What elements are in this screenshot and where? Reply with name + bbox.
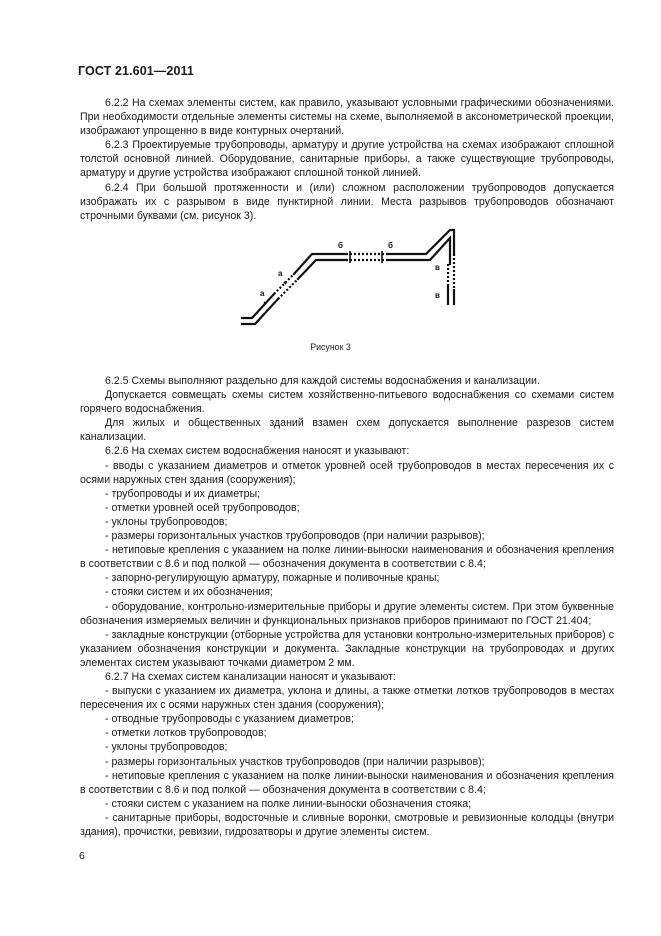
paragraph: 6.2.2 На схемах элементы систем, как правило, указывают условными графическими обозначениями. При необходимости отдельные элементы системы на схеме, выполняемой в аксонометрической проекции, изображают упрощенно в виде контурных очертаний. (80, 97, 614, 138)
list-item: - закладные конструкции (отборные устройства для установки контрольно-измерительных приборов) с указанием обозначения конструкции и документа. Закладные конструкции на трубопроводах и других элементах систем указывают точками диаметром 2 мм. (80, 628, 614, 669)
list-item: - размеры горизонтальных участков трубопроводов (при наличии разрывов); (105, 530, 485, 543)
document-header: ГОСТ 21.601—2011 (78, 64, 194, 78)
pipe-line-inner (242, 299, 278, 324)
list-item: - выпуски с указанием их диаметра, уклона и длины, а также отметки лотков трубопроводов в местах пересечения их с осями наружных стен здания (сооружения); (80, 685, 614, 712)
label-break-v: в (435, 263, 440, 272)
list-item: - стояки систем с указанием на полке линии-выноски обозначения стояка; (105, 797, 472, 810)
pipe-line-inner (388, 238, 450, 264)
label-break-a: а (278, 269, 283, 278)
pipe-line-outer (242, 294, 274, 318)
list-item: - отводные трубопроводы с указанием диаметров; (105, 713, 354, 726)
paragraph: 6.2.4 При большой протяженности и (или) сложном расположении трубопроводов допускается изображать их с разрывом в виде пунктирной линии. Места разрывов трубопроводов обозначают строчными буквами (см. рисунок 3). (80, 181, 614, 222)
paragraph: 6.2.5 Схемы выполняют раздельно для каждой системы водоснабжения и канализации. (105, 375, 540, 387)
figure-3-pipe-diagram (230, 224, 470, 334)
text-block-lower (80, 374, 614, 839)
paragraph: 6.2.6 На схемах систем водоснабжения наносят и указывают: (105, 445, 410, 458)
pipe-line-outer (294, 254, 346, 274)
pipe-break-dashed (274, 274, 294, 294)
paragraph: 6.2.7 На схемах систем канализации наносят и указывают: (105, 670, 396, 683)
label-break-b: б (388, 241, 393, 250)
list-item: - стояки систем и их обозначения; (105, 586, 273, 599)
list-item: - санитарные приборы, водосточные и сливные воронки, смотровые и ревизионные колодцы (внутри здания), прочистки, ревизии, гидрозатворы и другие элементы систем. (80, 811, 614, 838)
figure-caption: Рисунок 3 (310, 342, 351, 352)
list-item: - размеры горизонтальных участков трубопроводов (при наличии разрывов); (105, 755, 485, 768)
paragraph: Для жилых и общественных зданий взамен схем допускается выполнение разрезов систем канализации. (80, 417, 614, 444)
list-item: - уклоны трубопроводов; (105, 515, 228, 528)
list-item: - вводы с указанием диаметров и отметок уровней осей трубопроводов в местах пересечения их с осями наружных стен здания (сооружения); (80, 459, 614, 486)
list-item: - нетиповые крепления с указанием на полке линии-выноски наименования и обозначения крепления в соответствии с 8.6 и под полкой — обозначения документа в соответствии с 8.4; (80, 544, 614, 571)
list-item: - трубопроводы и их диаметры; (105, 487, 261, 500)
label-break-v: в (435, 291, 440, 300)
paragraph: 6.2.3 Проектируемые трубопроводы, арматуру и другие устройства на схемах изображают сплошной толстой основной линией. Оборудование, санитарные приборы, а также существующие трубопроводы, арматуру и другие устройства изображают сплошной тонкой линией. (80, 139, 614, 180)
list-item: - запорно-регулирующую арматуру, пожарные и поливочные краны; (105, 572, 440, 585)
list-item: - отметки уровней осей трубопроводов; (105, 501, 300, 514)
pipe-break-dashed (278, 279, 298, 299)
list-item: - нетиповые крепления с указанием на полке линии-выноски наименования и обозначения крепления в соответствии с 8.6 и под полкой — обозначения документа в соответствии с 8.4; (80, 769, 614, 796)
page-number: 6 (79, 850, 85, 862)
list-item: - уклоны трубопроводов; (105, 741, 228, 754)
list-item: - отметки лотков трубопроводов; (105, 727, 267, 740)
list-item: - оборудование, контрольно-измерительные приборы и другие элементы систем. При этом буквенные обозначения измеряемых величин и функциональных признаков приборов принимают по ГОСТ 21.404; (80, 600, 614, 627)
label-break-a: а (260, 289, 265, 298)
pipe-line-outer (388, 230, 454, 254)
text-block-upper (80, 96, 614, 223)
paragraph: Допускается совмещать схемы систем хозяйственно-питьевого водоснабжения со схемами систем горячего водоснабжения. (80, 389, 614, 416)
label-break-b: б (338, 241, 343, 250)
